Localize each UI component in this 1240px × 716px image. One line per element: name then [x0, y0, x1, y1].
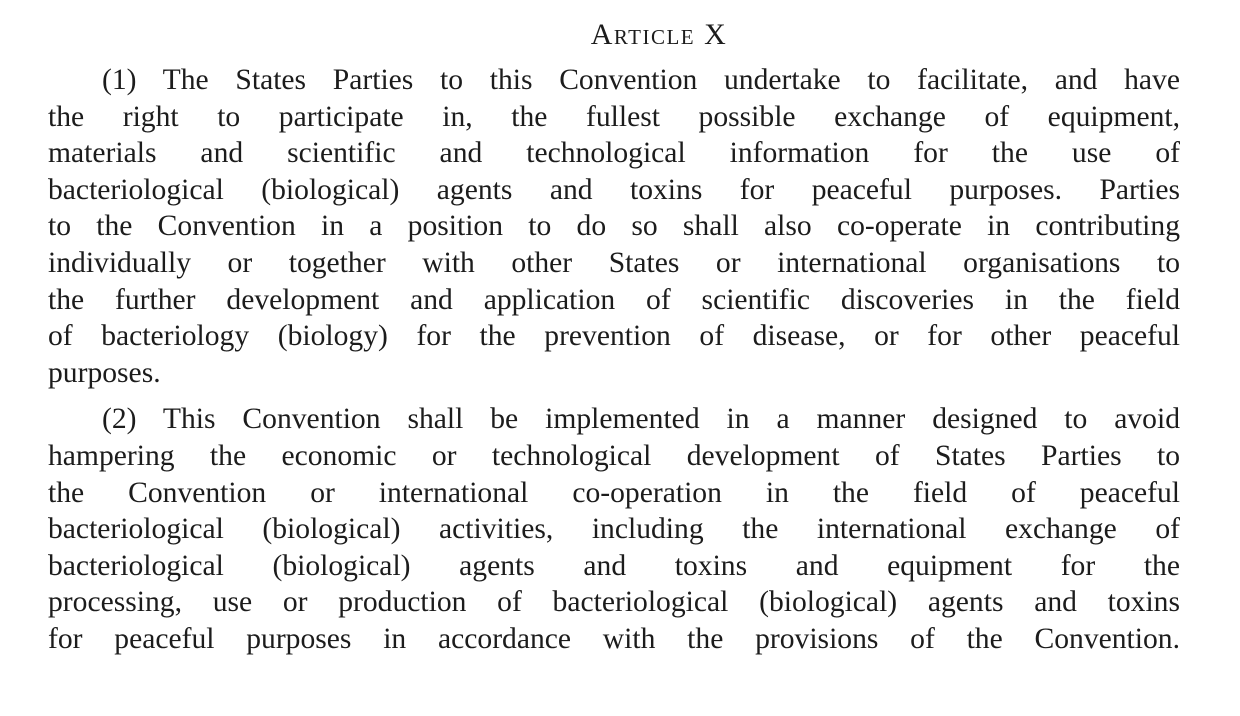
- paragraph-2: [48, 401, 1180, 657]
- paragraph-line: the right to participate in, the fullest possible exchange of equipment,: [48, 100, 1180, 133]
- paragraph-line: to the Convention in a position to do so shall also co-operate in contributing: [48, 210, 1180, 243]
- paragraph-line: (2) This Convention shall be implemented in a manner designed to avoid: [102, 403, 1180, 436]
- paragraph-line: individually or together with other States or international organisations to: [48, 246, 1180, 279]
- paragraph-line: processing, use or production of bacteriological (biological) agents and toxins: [48, 586, 1180, 619]
- paragraph-1: [48, 62, 1180, 391]
- paragraph-line: hampering the economic or technological development of States Parties to: [48, 439, 1180, 472]
- paragraph-line: for peaceful purposes in accordance with the provisions of the Convention.: [48, 622, 1180, 655]
- paragraph-line: materials and scientific and technological information for the use of: [48, 137, 1180, 170]
- paragraph-line: (1) The States Parties to this Convention undertake to facilitate, and have: [102, 64, 1180, 96]
- paragraph-line: bacteriological (biological) activities, including the international exchange of: [48, 513, 1180, 546]
- paragraph-line: purposes.: [48, 356, 161, 389]
- paragraph-line: bacteriological (biological) agents and toxins and equipment for the: [48, 549, 1180, 582]
- paragraph-line: the further development and application of scientific discoveries in the field: [48, 283, 1180, 316]
- document-page: [48, 14, 1180, 658]
- paragraph-line: of bacteriology (biology) for the prevention of disease, or for other peaceful: [48, 320, 1180, 353]
- paragraph-line: bacteriological (biological) agents and toxins for peaceful purposes. Parties: [48, 173, 1180, 206]
- article-heading: Article X: [590, 18, 728, 51]
- paragraph-line: the Convention or international co-operation in the field of peaceful: [48, 476, 1180, 509]
